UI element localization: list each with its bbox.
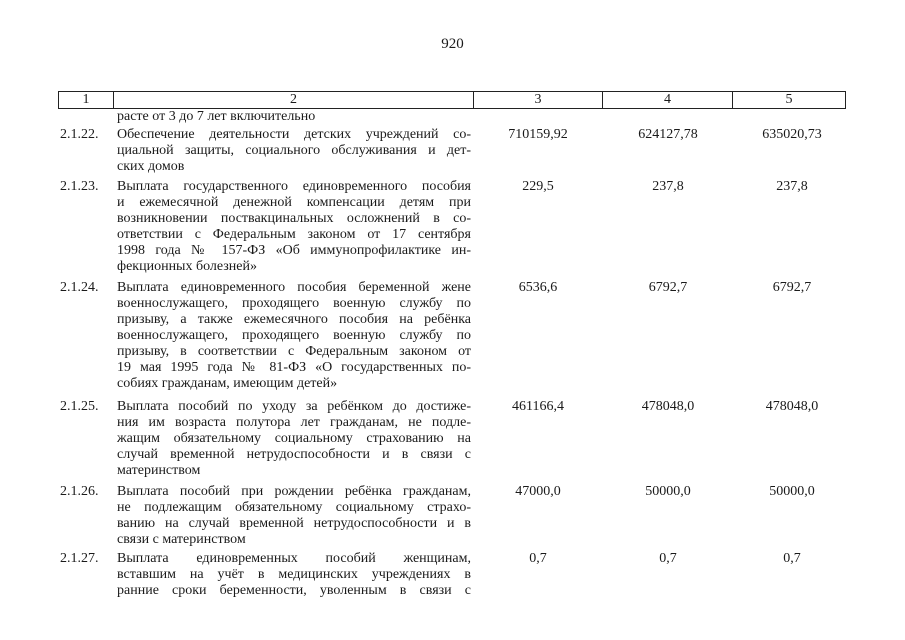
row-description-line: возникновении поствакцинальных осложнений в со- (117, 211, 471, 226)
row-value-col3: 47000,0 (515, 484, 561, 499)
row-value-col5: 635020,73 (762, 127, 822, 142)
row-description-line: материнством (117, 463, 201, 478)
row-description (117, 127, 471, 175)
row-description-line: ских домов (117, 159, 185, 174)
column-header-2: 2 (113, 92, 473, 108)
row-description-line: ния им возраста полутора лет гражданам, не подле- (117, 415, 471, 430)
column-header-3: 3 (473, 92, 602, 108)
row-value-col5: 478048,0 (765, 399, 819, 414)
row-description-line: военнослужащего, проходящего военную службу по (117, 328, 471, 343)
row-description-line: собиях гражданам, имеющим детей» (117, 376, 338, 391)
row-number: 2.1.22. (60, 127, 99, 142)
row-value-col4: 478048,0 (641, 399, 695, 414)
row-description-line: фекционных болезней» (117, 259, 257, 274)
row-description-line: 19 мая 1995 года № 81-ФЗ «О государственных по- (117, 360, 471, 375)
row-description-line: вставшим на учёт в медицинских учреждениях в (117, 567, 471, 582)
row-value-col5: 50000,0 (769, 484, 815, 499)
row-description (117, 179, 471, 275)
row-value-col5: 0,7 (783, 551, 801, 566)
row-number: 2.1.25. (60, 399, 99, 414)
row-description-line: связи с материнством (117, 532, 246, 547)
row-description (117, 280, 471, 392)
column-header-4: 4 (602, 92, 732, 108)
row-description-line: и ежемесячной денежной компенсации детям при (117, 195, 471, 210)
row-value-col4: 237,8 (652, 179, 684, 194)
row-description-line: жащим обязательному социальному страхованию на (117, 431, 471, 446)
row-description-line: призыву, в соответствии с Федеральным законом от (117, 344, 471, 359)
row-description-line: случай временной нетрудоспособности и в связи с (117, 447, 471, 462)
row-description (117, 551, 471, 599)
row-description-line: Обеспечение деятельности детских учреждений со- (117, 127, 471, 142)
row-value-col4: 624127,78 (638, 127, 698, 142)
row-number: 2.1.26. (60, 484, 99, 499)
row-description-line: ответствии с Федеральным законом от 17 сентября (117, 227, 471, 242)
row-value-col4: 6792,7 (648, 280, 688, 295)
row-description-line: ванию на случай временной нетрудоспособности и в (117, 516, 471, 531)
row-description (117, 399, 471, 479)
row-value-col3: 710159,92 (508, 127, 568, 142)
row-value-col3: 461166,4 (512, 399, 564, 414)
continuation-text: расте от 3 до 7 лет включительно (117, 109, 316, 124)
row-description-line: Выплата государственного единовременного пособия (117, 179, 471, 194)
row-description-line: Выплата единовременных пособий женщинам, (117, 551, 471, 566)
row-value-col5: 6792,7 (772, 280, 812, 295)
row-value-col4: 0,7 (659, 551, 677, 566)
row-description-line: 1998 года № 157-ФЗ «Об иммунопрофилактике ин- (117, 243, 471, 258)
row-value-col5: 237,8 (776, 179, 808, 194)
column-header-5: 5 (732, 92, 845, 108)
row-description-line: призыву, а также ежемесячного пособия на ребёнка (117, 312, 471, 327)
row-description-line: Выплата пособий по уходу за ребёнком до достиже- (117, 399, 471, 414)
row-description-line: не подлежащим обязательному социальному страхо- (117, 500, 471, 515)
row-value-col4: 50000,0 (645, 484, 691, 499)
row-description (117, 484, 471, 548)
row-value-col3: 229,5 (522, 179, 554, 194)
page-number: 920 (441, 36, 464, 52)
row-description-line: военнослужащего, проходящего военную службу по (117, 296, 471, 311)
row-description-line: ранние сроки беременности, уволенным в связи с (117, 583, 471, 598)
row-value-col3: 0,7 (529, 551, 547, 566)
column-header-1: 1 (82, 92, 90, 107)
row-description-line: Выплата единовременного пособия беременной жене (117, 280, 471, 295)
row-value-col3: 6536,6 (518, 280, 558, 295)
row-description-line: циальной защиты, социального обслуживания и дет- (117, 143, 471, 158)
row-number: 2.1.27. (60, 551, 99, 566)
row-number: 2.1.24. (60, 280, 99, 295)
row-description-line: Выплата пособий при рождении ребёнка гражданам, (117, 484, 471, 499)
row-number: 2.1.23. (60, 179, 99, 194)
table-header-row (58, 91, 846, 109)
